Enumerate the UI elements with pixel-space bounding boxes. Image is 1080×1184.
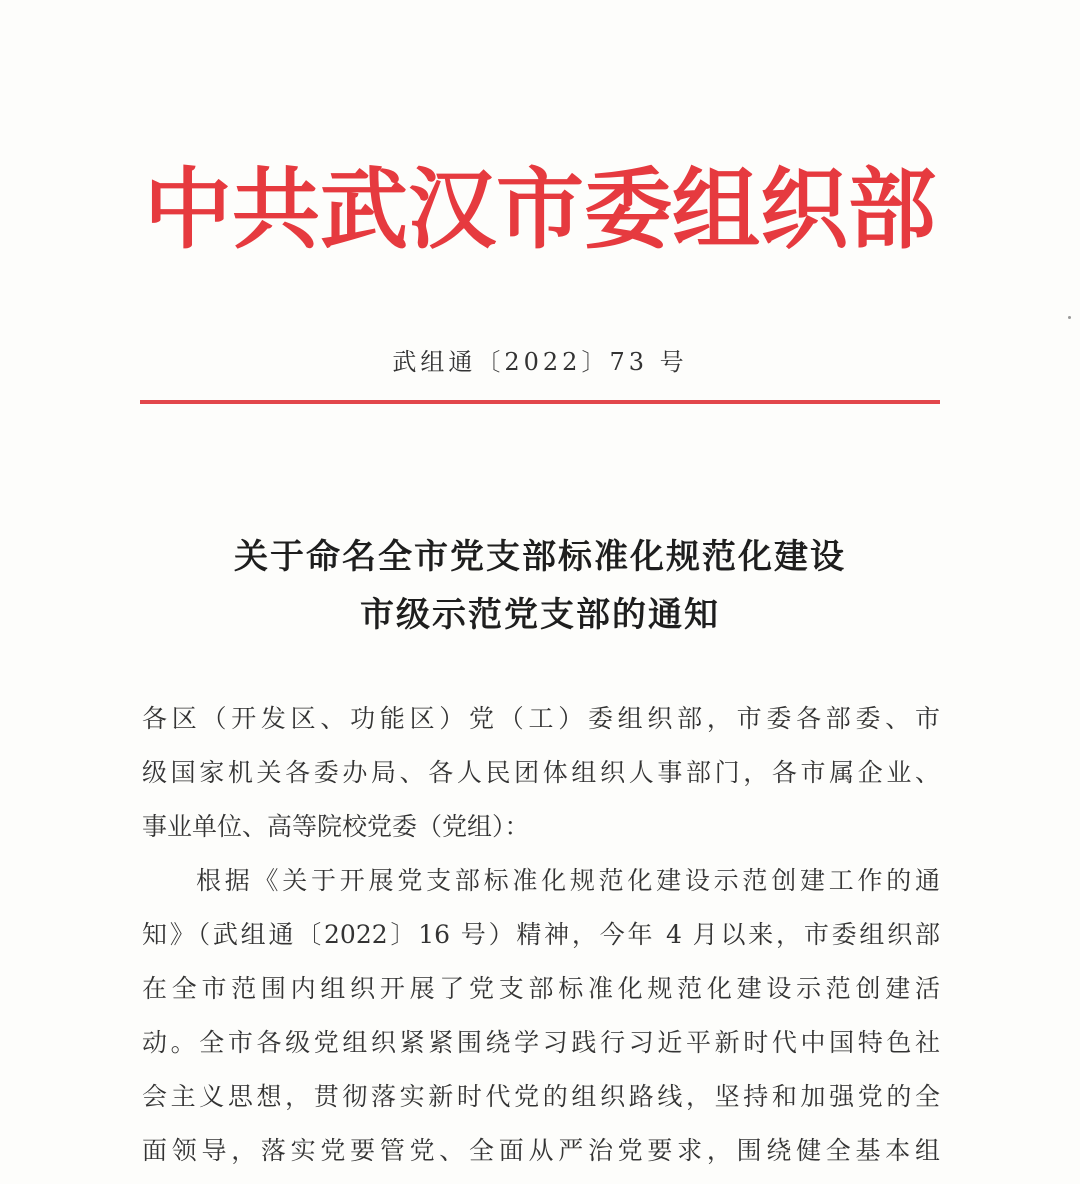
- document-number: 武组通〔2022〕73 号: [392, 348, 688, 376]
- body-line-5: 会主义思想，贯彻落实新时代党的组织路线，坚持和加强党的全: [142, 1082, 940, 1111]
- addressee-line-3: 事业单位、高等院校党委（党组）：: [142, 812, 530, 841]
- body-line-3: 在全市范围内组织开展了党支部标准化规范化建设示范创建活: [142, 974, 940, 1003]
- body-line-2: 知》（武组通〔2022〕16 号）精神，今年 4 月以来，市委组织部: [142, 920, 940, 949]
- title-line-1: 关于命名全市党支部标准化规范化建设: [234, 537, 846, 577]
- body-line-4: 动。全市各级党组织紧紧围绕学习践行习近平新时代中国特色社: [142, 1028, 940, 1057]
- document-body: [142, 697, 940, 1183]
- addressee-line-2: 级国家机关各委办局、各人民团体组织人事部门，各市属企业、: [142, 758, 940, 787]
- document-title: [0, 528, 1080, 644]
- issuing-org-header: 中共武汉市委组织部: [143, 158, 936, 261]
- scan-speck: [1068, 316, 1071, 319]
- addressee-line-1: 各区（开发区、功能区）党（工）委组织部，市委各部委、市: [142, 704, 940, 733]
- body-line-6: 面领导，落实党要管党、全面从严治党要求，围绕健全基本组: [142, 1136, 940, 1165]
- red-divider-rule: [140, 400, 940, 404]
- body-line-1: 根据《关于开展党支部标准化规范化建设示范创建工作的通: [196, 866, 940, 895]
- title-line-2: 市级示范党支部的通知: [360, 595, 720, 635]
